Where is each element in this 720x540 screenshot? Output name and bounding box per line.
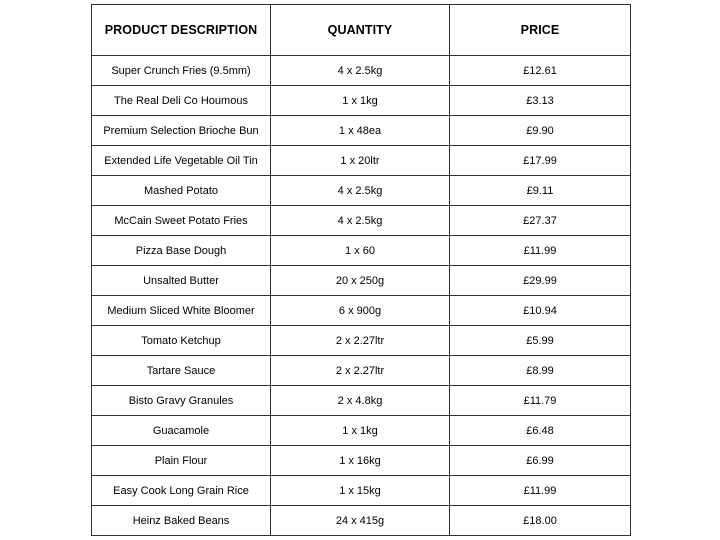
table-row [92,326,631,356]
product-description-cell: Pizza Base Dough [92,236,271,266]
price-cell: £29.99 [450,266,631,296]
product-description-cell: Super Crunch Fries (9.5mm) [92,56,271,86]
table-row [92,56,631,86]
quantity-cell: 4 x 2.5kg [271,206,450,236]
quantity-cell: 20 x 250g [271,266,450,296]
price-cell: £9.90 [450,116,631,146]
product-description-cell: Easy Cook Long Grain Rice [92,476,271,506]
product-description-cell: Tartare Sauce [92,356,271,386]
price-cell: £27.37 [450,206,631,236]
product-description-cell: The Real Deli Co Houmous [92,86,271,116]
price-cell: £6.48 [450,416,631,446]
price-cell: £11.99 [450,236,631,266]
table-row [92,146,631,176]
price-cell: £17.99 [450,146,631,176]
quantity-cell: 1 x 16kg [271,446,450,476]
quantity-cell: 4 x 2.5kg [271,176,450,206]
quantity-cell: 1 x 20ltr [271,146,450,176]
quantity-cell: 24 x 415g [271,506,450,536]
table-header [92,5,631,56]
table-row [92,176,631,206]
table-row [92,266,631,296]
table-row [92,386,631,416]
quantity-cell: 6 x 900g [271,296,450,326]
table-row [92,506,631,536]
product-description-cell: Heinz Baked Beans [92,506,271,536]
quantity-cell: 1 x 48ea [271,116,450,146]
quantity-cell: 1 x 15kg [271,476,450,506]
product-description-cell: Tomato Ketchup [92,326,271,356]
product-description-cell: Premium Selection Brioche Bun [92,116,271,146]
header-row [92,5,631,56]
table-row [92,86,631,116]
table-row [92,446,631,476]
product-description-cell: Plain Flour [92,446,271,476]
table-body [92,56,631,536]
table-row [92,356,631,386]
price-cell: £11.99 [450,476,631,506]
price-cell: £8.99 [450,356,631,386]
product-price-table-container [91,4,630,536]
table-row [92,206,631,236]
table-row [92,116,631,146]
header-price: PRICE [450,5,631,56]
table-row [92,236,631,266]
quantity-cell: 1 x 60 [271,236,450,266]
quantity-cell: 2 x 2.27ltr [271,356,450,386]
product-price-table [91,4,631,536]
header-product-description: PRODUCT DESCRIPTION [92,5,271,56]
header-quantity: QUANTITY [271,5,450,56]
product-description-cell: Medium Sliced White Bloomer [92,296,271,326]
product-description-cell: Extended Life Vegetable Oil Tin [92,146,271,176]
table-row [92,476,631,506]
product-description-cell: McCain Sweet Potato Fries [92,206,271,236]
quantity-cell: 2 x 4.8kg [271,386,450,416]
price-cell: £6.99 [450,446,631,476]
table-row [92,416,631,446]
quantity-cell: 1 x 1kg [271,416,450,446]
product-description-cell: Bisto Gravy Granules [92,386,271,416]
price-cell: £18.00 [450,506,631,536]
price-cell: £10.94 [450,296,631,326]
price-cell: £12.61 [450,56,631,86]
quantity-cell: 2 x 2.27ltr [271,326,450,356]
quantity-cell: 1 x 1kg [271,86,450,116]
product-description-cell: Unsalted Butter [92,266,271,296]
quantity-cell: 4 x 2.5kg [271,56,450,86]
table-row [92,296,631,326]
product-description-cell: Mashed Potato [92,176,271,206]
price-cell: £3.13 [450,86,631,116]
price-cell: £11.79 [450,386,631,416]
price-cell: £9.11 [450,176,631,206]
product-description-cell: Guacamole [92,416,271,446]
price-cell: £5.99 [450,326,631,356]
